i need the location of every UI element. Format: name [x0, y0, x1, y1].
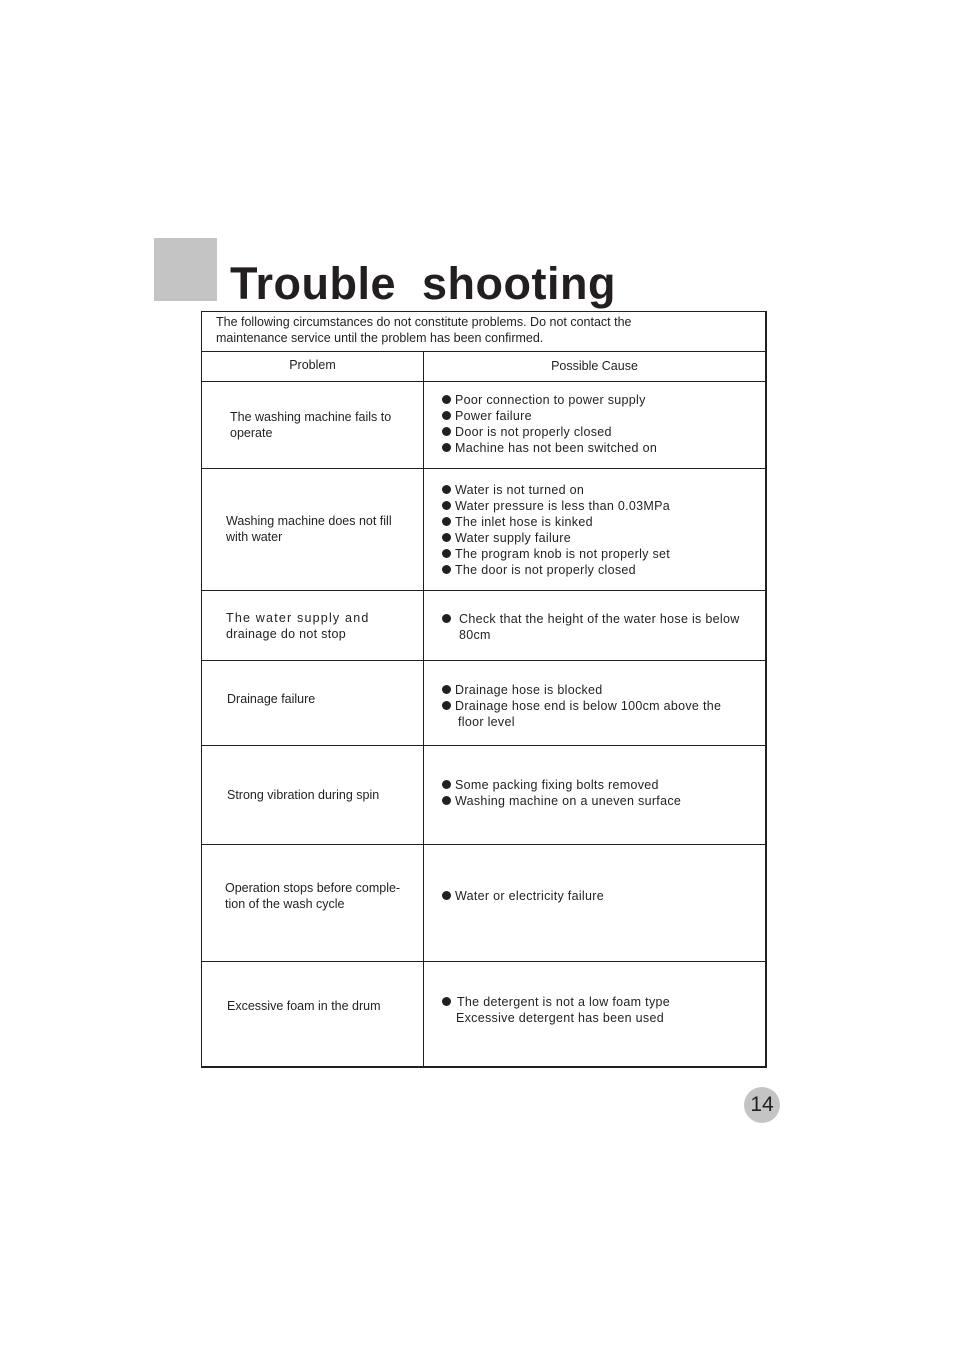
page-number-badge: 14: [744, 1087, 780, 1123]
cause-cell: [442, 888, 760, 904]
cause-item: Machine has not been switched on: [442, 440, 760, 456]
cause-item-continued: floor level: [458, 715, 515, 729]
header-cause: Possible Cause: [551, 359, 638, 373]
cause-cell: [442, 994, 760, 1026]
table-row: [202, 591, 765, 661]
troubleshooting-table: [201, 311, 767, 1068]
problem-line: The washing machine fails to: [230, 410, 392, 424]
bullet-icon: [442, 501, 451, 510]
cause-item: Water is not turned on: [442, 482, 760, 498]
problem-line: The water supply and: [226, 611, 370, 625]
table-row: [202, 469, 765, 591]
problem-line: operate: [230, 426, 273, 440]
intro-line-1: The following circumstances do not constitute problems. Do not contact the: [216, 315, 632, 329]
cause-item: Drainage hose is blocked: [442, 682, 760, 698]
problem-line: Excessive foam in the drum: [227, 999, 381, 1013]
problem-cell: [225, 880, 411, 912]
cause-cell: [442, 777, 760, 809]
bullet-icon: [442, 485, 451, 494]
cause-item: Check that the height of the water hose is below: [442, 611, 760, 627]
bullet-icon: [442, 549, 451, 558]
table-row: [202, 661, 765, 746]
intro-line-2: maintenance service until the problem has been confirmed.: [216, 331, 544, 345]
bullet-icon: [442, 685, 451, 694]
table-row: [202, 746, 765, 845]
table-row: [202, 845, 765, 962]
cause-item: Some packing fixing bolts removed: [442, 777, 760, 793]
problem-line: Washing machine does not fill: [226, 514, 392, 528]
bullet-icon: [442, 411, 451, 420]
cause-item: Water or electricity failure: [442, 888, 760, 904]
cause-item: The door is not properly closed: [442, 562, 760, 578]
bullet-icon: [442, 517, 451, 526]
bullet-icon: [442, 427, 451, 436]
problem-cell: [227, 998, 413, 1014]
table-row: [202, 962, 765, 1068]
problem-line: Strong vibration during spin: [227, 788, 380, 802]
problem-cell: [227, 787, 413, 803]
cause-item-continued: Excessive detergent has been used: [456, 1011, 664, 1025]
cause-item: Poor connection to power supply: [442, 392, 760, 408]
bullet-icon: [442, 997, 451, 1006]
problem-cell: [226, 610, 412, 642]
header-problem: Problem: [289, 358, 336, 372]
problem-line: Operation stops before comple-: [225, 881, 401, 895]
bullet-icon: [442, 796, 451, 805]
intro-text: [202, 312, 765, 352]
cause-cell: [442, 392, 760, 456]
table-row: [202, 382, 765, 469]
bullet-icon: [442, 701, 451, 710]
cause-item: Washing machine on a uneven surface: [442, 793, 760, 809]
cause-item-continued: 80cm: [459, 628, 491, 642]
bullet-icon: [442, 614, 451, 623]
problem-line: drainage do not stop: [226, 627, 346, 641]
cause-item: Door is not properly closed: [442, 424, 760, 440]
page-title: Trouble shooting: [230, 258, 616, 309]
bullet-icon: [442, 443, 451, 452]
cause-item: Power failure: [442, 408, 760, 424]
bullet-icon: [442, 533, 451, 542]
bullet-icon: [442, 395, 451, 404]
bullet-icon: [442, 565, 451, 574]
cause-cell: [442, 482, 760, 578]
problem-cell: [227, 691, 413, 707]
cause-item: The inlet hose is kinked: [442, 514, 760, 530]
problem-line: Drainage failure: [227, 692, 316, 706]
problem-cell: [230, 409, 416, 441]
cause-cell: [442, 611, 760, 643]
cause-item: The detergent is not a low foam type: [442, 994, 760, 1010]
bullet-icon: [442, 891, 451, 900]
cause-item: Water pressure is less than 0.03MPa: [442, 498, 760, 514]
header-grey-block: [154, 238, 217, 301]
cause-cell: [442, 682, 760, 730]
cause-item: Drainage hose end is below 100cm above the: [442, 698, 760, 714]
table-header: [202, 352, 765, 382]
cause-item: The program knob is not properly set: [442, 546, 760, 562]
cause-item: Water supply failure: [442, 530, 760, 546]
problem-line: tion of the wash cycle: [225, 897, 345, 911]
problem-line: with water: [226, 530, 283, 544]
problem-cell: [226, 513, 412, 545]
bullet-icon: [442, 780, 451, 789]
